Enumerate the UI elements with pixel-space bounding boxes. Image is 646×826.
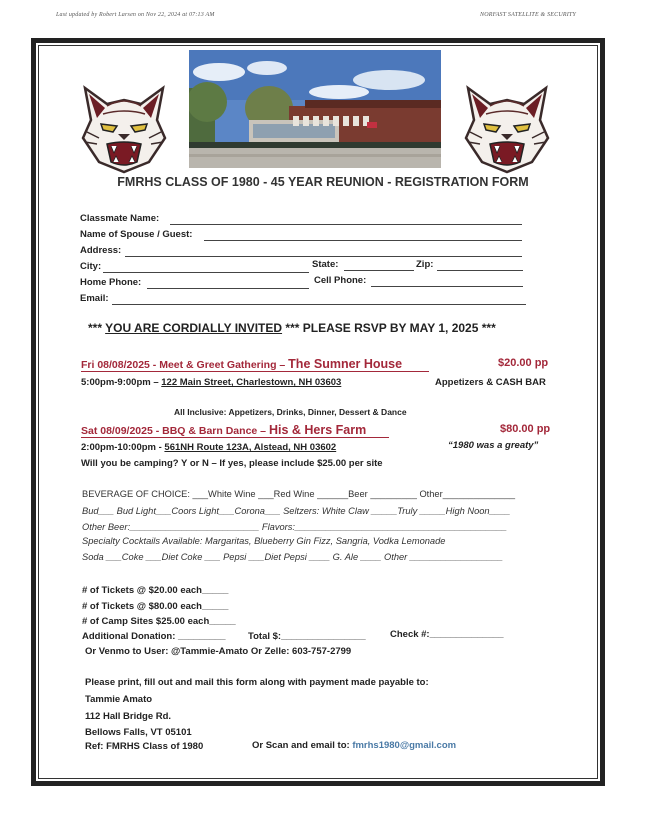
event1-venue: The Sumner House: [288, 357, 403, 371]
spouse-guest-label: Name of Spouse / Guest:: [80, 229, 193, 240]
company-note: NORFAST SATELLITE & SECURITY: [480, 12, 577, 18]
zip-label: Zip:: [416, 259, 434, 270]
classmate-name-field[interactable]: [170, 224, 522, 225]
camping-question: Will you be camping? Y or N – If yes, please include $25.00 per site: [81, 458, 383, 469]
cell-phone-label: Cell Phone:: [314, 275, 367, 286]
wildcat-mascot-right-icon: [460, 82, 554, 174]
classmate-name-label: Classmate Name:: [80, 213, 160, 224]
event2-quote: “1980 was a greaty”: [448, 440, 539, 451]
city-label: City:: [80, 261, 102, 272]
payee-reference: Ref: FMRHS Class of 1980: [85, 741, 204, 752]
event1-time: 5:00pm-9:00pm –: [81, 377, 159, 388]
event1-header: [81, 357, 402, 371]
invite-line: [88, 321, 496, 335]
soda-line[interactable]: Soda ___Coke ___Diet Coke ___ Pepsi ___Diet Pepsi ____ G. Ale ____ Other __________________: [82, 552, 503, 562]
event1-underline: [81, 371, 429, 372]
event1-details: [81, 377, 341, 388]
donation-line[interactable]: Additional Donation: _________: [82, 631, 226, 642]
contact-email-link[interactable]: fmrhs1980@gmail.com: [352, 740, 457, 751]
rsvp-deadline: *** PLEASE RSVP BY MAY 1, 2025 ***: [285, 321, 496, 335]
event2-price: $80.00 pp: [500, 423, 551, 435]
email-label: Email:: [80, 293, 109, 304]
address-label: Address:: [80, 245, 122, 256]
state-field[interactable]: [344, 270, 414, 271]
wildcat-mascot-left-icon: [77, 82, 171, 174]
city-field[interactable]: [103, 272, 309, 273]
venmo-zelle-line: Or Venmo to User: @Tammie-Amato Or Zelle: 603-757-2799: [85, 646, 352, 657]
all-inclusive-note: All Inclusive: Appetizers, Drinks, Dinner, Dessert & Dance: [174, 407, 407, 417]
payee-city: Bellows Falls, VT 05101: [85, 727, 192, 738]
home-phone-field[interactable]: [147, 288, 309, 289]
event1-address: 122 Main Street, Charlestown, NH 03603: [161, 377, 342, 388]
event2-time: 2:00pm-10:00pm -: [81, 442, 162, 453]
campsites-line[interactable]: # of Camp Sites $25.00 each_____: [82, 616, 236, 627]
event2-details: [81, 442, 336, 453]
event2-address: 561NH Route 123A, Alstead, NH 03602: [164, 442, 337, 453]
form-title: FMRHS CLASS OF 1980 - 45 YEAR REUNION - REGISTRATION FORM: [117, 175, 529, 189]
scan-email-text: [252, 740, 456, 751]
zip-field[interactable]: [437, 270, 523, 271]
spouse-guest-field[interactable]: [204, 240, 522, 241]
tickets-80-line[interactable]: # of Tickets @ $80.00 each_____: [82, 601, 229, 612]
school-building-photo: [189, 50, 441, 168]
cell-phone-field[interactable]: [371, 286, 523, 287]
email-field[interactable]: [112, 304, 526, 305]
event1-date-title: Fri 08/08/2025 - Meet & Greet Gathering –: [81, 359, 286, 371]
event1-price: $20.00 pp: [498, 357, 549, 369]
address-field[interactable]: [125, 256, 522, 257]
other-beer-line[interactable]: Other Beer:_________________________ Flavors:_________________________________________: [82, 522, 507, 532]
event2-header: [81, 423, 366, 437]
beverage-choice-line[interactable]: BEVERAGE OF CHOICE: ___White Wine ___Red Wine ______Beer _________ Other______________: [82, 489, 516, 499]
check-number-line[interactable]: Check #:______________: [390, 629, 504, 640]
last-updated-note: Last updated by Robert Larsen on Nov 22, 2024 at 07:13 AM: [56, 12, 215, 18]
scan-email-label: Or Scan and email to:: [252, 740, 350, 751]
event2-underline: [81, 437, 389, 438]
beer-seltzer-line[interactable]: Bud___ Bud Light___Coors Light___Corona___ Seltzers: White Claw _____Truly _____High Noon____: [82, 506, 511, 516]
event2-venue: His & Hers Farm: [268, 423, 367, 437]
event1-extras: Appetizers & CASH BAR: [435, 377, 546, 388]
invite-prefix: ***: [88, 321, 103, 335]
payee-name: Tammie Amato: [85, 694, 153, 705]
event2-date-title: Sat 08/09/2025 - BBQ & Barn Dance –: [81, 425, 267, 437]
cocktails-line: Specialty Cocktails Available: Margaritas, Blueberry Gin Fizz, Sangria, Vodka Lemonade: [82, 536, 446, 546]
payee-street: 112 Hall Bridge Rd.: [85, 711, 172, 722]
home-phone-label: Home Phone:: [80, 277, 142, 288]
cordially-invited: YOU ARE CORDIALLY INVITED: [105, 321, 283, 335]
state-label: State:: [312, 259, 339, 270]
total-line[interactable]: Total $:________________: [248, 631, 366, 642]
tickets-20-line[interactable]: # of Tickets @ $20.00 each_____: [82, 585, 229, 596]
mail-instructions: Please print, fill out and mail this form along with payment made payable to:: [85, 677, 429, 688]
